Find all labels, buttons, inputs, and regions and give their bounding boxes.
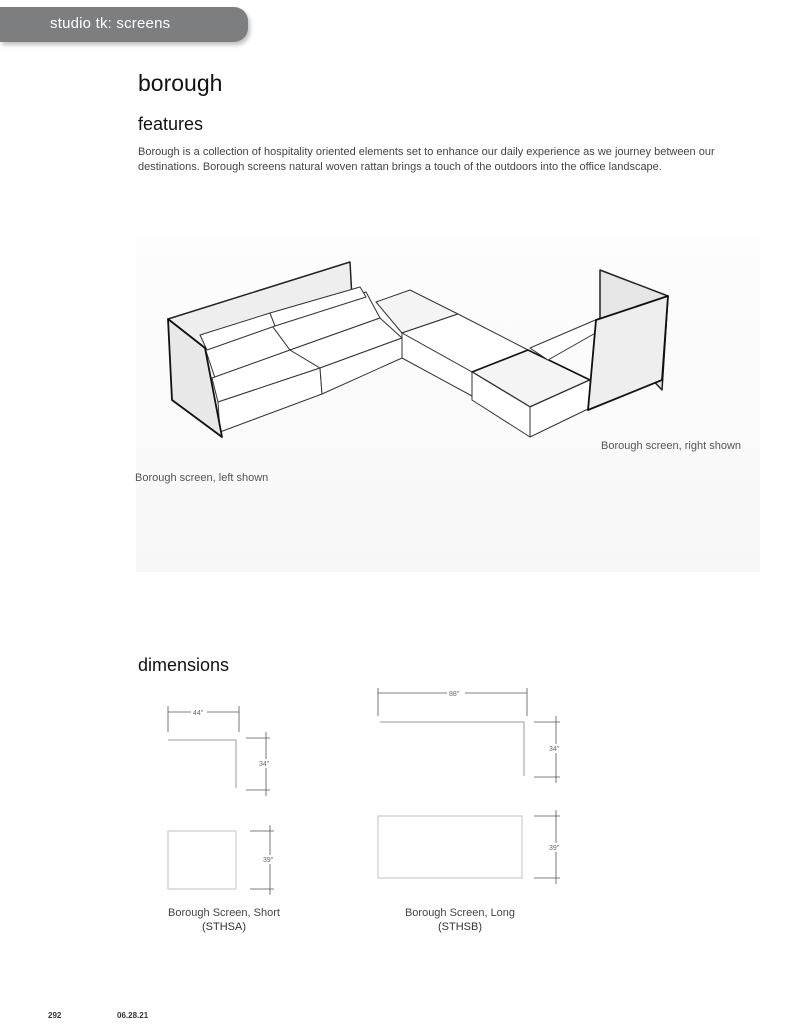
render-caption-left: Borough screen, left shown <box>135 472 269 484</box>
long-product-code: (STHSB) <box>438 921 482 933</box>
short-product-code: (STHSA) <box>202 921 246 933</box>
short-product-name: Borough Screen, Short <box>168 907 280 919</box>
long-width-label: 88" <box>449 691 460 698</box>
short-plan-view <box>168 706 270 796</box>
product-description: Borough is a collection of hospitality oriented elements set to enhance our daily experience as we journey between our destinations. Borough screens natural woven rattan brings a touch of the outdoors into the office landscape. <box>138 146 715 173</box>
short-elevation-view <box>168 825 274 895</box>
short-height-label: 39" <box>263 857 274 864</box>
short-width-label: 44" <box>193 710 204 717</box>
long-depth-label: 34" <box>549 746 560 753</box>
long-height-label: 39" <box>549 845 560 852</box>
long-product-name: Borough Screen, Long <box>404 907 516 919</box>
dimensions-heading: dimensions <box>138 655 230 675</box>
short-depth-label: 34" <box>259 761 270 768</box>
section-tab-label: studio tk: screens <box>50 15 171 32</box>
long-elevation-view <box>378 810 560 884</box>
features-heading: features <box>138 114 204 134</box>
page-number: 292 <box>48 1011 62 1020</box>
long-plan-view <box>378 688 560 783</box>
page-title: borough <box>138 70 223 96</box>
render-caption-right: Borough screen, right shown <box>601 440 742 452</box>
publication-date: 06.28.21 <box>117 1011 149 1020</box>
